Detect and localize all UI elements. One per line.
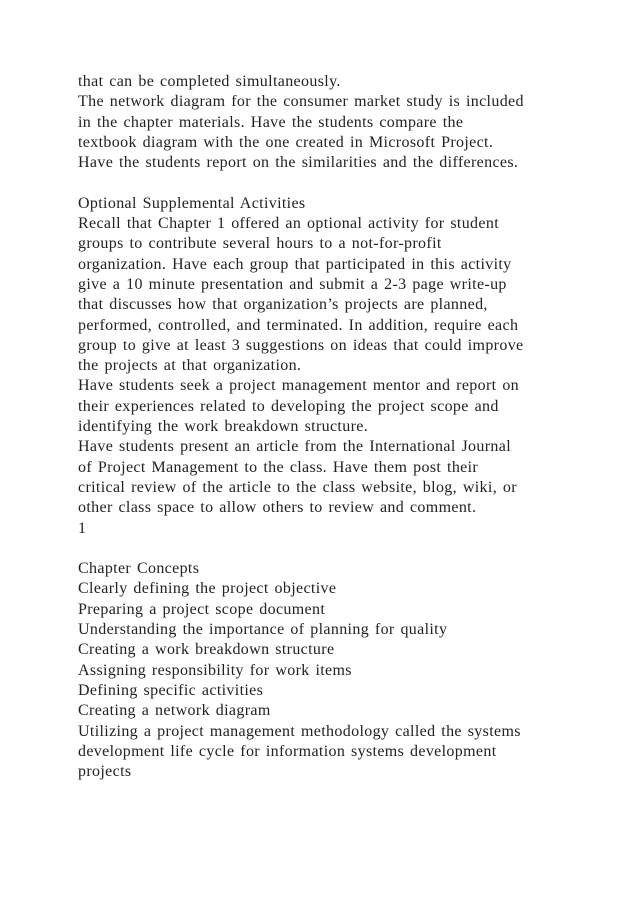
- text-line: critical review of the article to the class website, blog, wiki, or: [78, 478, 517, 496]
- text-line: Recall that Chapter 1 offered an optional activity for student: [78, 215, 500, 233]
- text-line: Utilizing a project management methodology called the systems: [78, 722, 521, 740]
- text-line: Creating a network diagram: [78, 702, 271, 720]
- text-line: Clearly defining the project objective: [78, 580, 337, 598]
- section-heading: Chapter Concepts: [78, 560, 200, 578]
- text-line: organization. Have each group that participated in this activity: [78, 255, 512, 273]
- text-line: identifying the work breakdown structure.: [78, 418, 369, 436]
- text-line: Creating a work breakdown structure: [78, 641, 335, 659]
- text-line: Have students seek a project management mentor and report on: [78, 377, 520, 395]
- text-line: Understanding the importance of planning for quality: [78, 621, 448, 639]
- text-line: other class space to allow others to review and comment.: [78, 499, 477, 517]
- text-line: Preparing a project scope document: [78, 600, 326, 618]
- text-line: development life cycle for information systems development: [78, 742, 497, 760]
- text-line: groups to contribute several hours to a not-for-profit: [78, 235, 442, 253]
- section-heading: Optional Supplemental Activities: [78, 194, 306, 212]
- text-line: The network diagram for the consumer market study is included: [78, 93, 524, 111]
- blank-line: [78, 173, 618, 193]
- text-line: Defining specific activities: [78, 681, 264, 699]
- text-line: Have the students report on the similarities and the differences.: [78, 154, 519, 172]
- text-line: Assigning responsibility for work items: [78, 661, 352, 679]
- text-line: that discusses how that organization’s projects are planned,: [78, 296, 488, 314]
- text-line: of Project Management to the class. Have them post their: [78, 458, 479, 476]
- text-line: performed, controlled, and terminated. In addition, require each: [78, 316, 519, 334]
- text-line: the projects at that organization.: [78, 357, 302, 375]
- text-line: textbook diagram with the one created in Microsoft Project.: [78, 133, 494, 151]
- blank-line: [78, 539, 618, 559]
- text-line: give a 10 minute presentation and submit a 2-3 page write-up: [78, 275, 507, 293]
- text-line: their experiences related to developing the project scope and: [78, 397, 499, 415]
- text-line: in the chapter materials. Have the students compare the: [78, 113, 464, 131]
- text-line: group to give at least 3 suggestions on ideas that could improve: [78, 336, 524, 354]
- page-number: 1: [78, 519, 87, 537]
- text-line: projects: [78, 763, 132, 781]
- text-line: Have students present an article from the International Journal: [78, 438, 512, 456]
- document-text: [78, 72, 618, 782]
- text-line: that can be completed simultaneously.: [78, 73, 341, 90]
